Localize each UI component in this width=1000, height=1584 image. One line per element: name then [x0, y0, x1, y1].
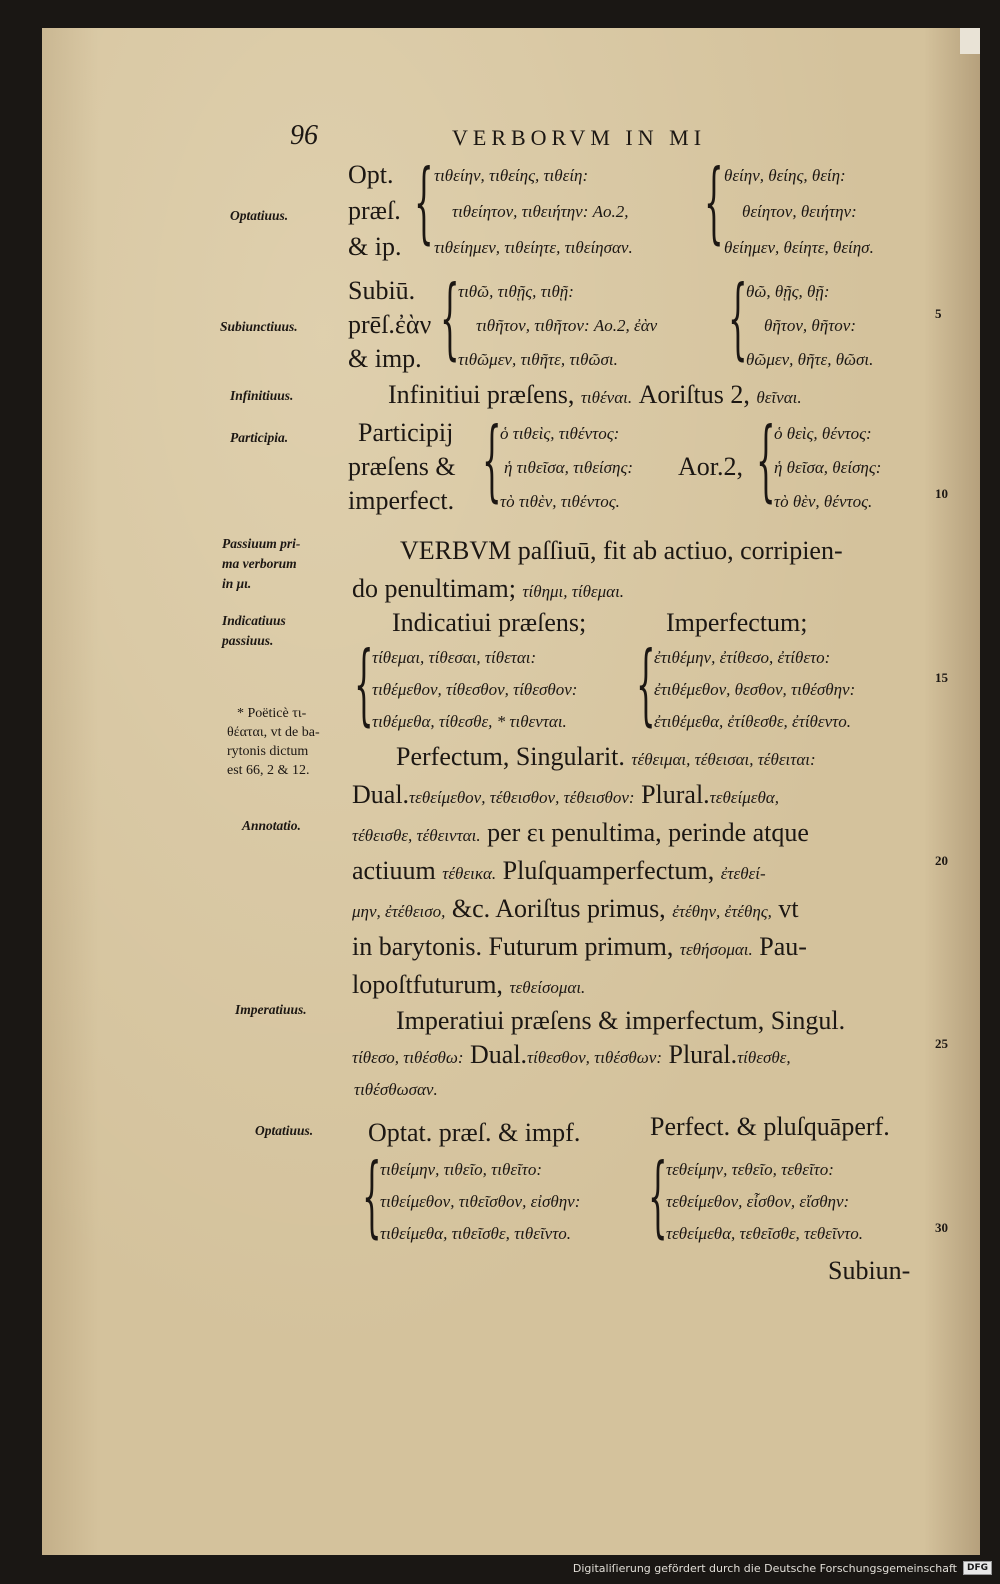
margin-subiunctiuus: Subiunctiuus.	[220, 319, 298, 334]
passive-greek: τίθημι, τίθεμαι.	[522, 582, 625, 601]
ind-imperfect-3: ἐτιθέμεθα, ἐτίθεσθε, ἐτίθεντο.	[654, 712, 851, 731]
part-greek-3: τὸ τιθὲν, τιθέντος.	[500, 492, 620, 511]
subj-greek-2: τιθῆτον, τιθῆτον: Ao.2, ἐὰν	[476, 316, 658, 335]
perfect-text-5b: vt	[778, 894, 799, 923]
line-number: 5	[935, 306, 942, 321]
infinitive-text	[388, 380, 802, 410]
line-number: 15	[935, 670, 948, 685]
line-number: 10	[935, 486, 948, 501]
margin-note-4: est 66, 2 & 12.	[227, 763, 310, 778]
margin-note-3: rytonis dictum	[227, 744, 309, 759]
margin-passiuum-3: in μι.	[222, 576, 252, 591]
opt-aor-3: θείημεν, θείητε, θείησ.	[724, 238, 874, 257]
opt-pass-left-1: τιθείμην, τιθεῖο, τιθεῖτο:	[380, 1160, 542, 1179]
margin-note-1: * Poëticè τι-	[237, 706, 307, 721]
margin-annotatio: Annotatio.	[242, 818, 301, 833]
ind-present-2: τιθέμεθον, τίθεσθον, τίθεσθον:	[372, 680, 578, 699]
calibration-strip	[960, 28, 980, 54]
opt-pass-left-3: τιθείμεθα, τιθεῖσθε, τιθεῖντο.	[380, 1224, 572, 1243]
imperative-line-1: Imperatiui præſens & imperfectum, Singul.	[396, 1006, 846, 1035]
perfect-line-2	[352, 780, 779, 810]
opt-greek-3: τιθείημεν, τιθείητε, τιθείησαν.	[434, 238, 633, 257]
line-number: 20	[935, 853, 948, 868]
part-aor-1: ὁ θεὶς, θέντος:	[774, 424, 872, 443]
perfect-greek-5: τέθεικα.	[442, 864, 497, 883]
ind-imperfect-label: Imperfectum;	[666, 608, 808, 637]
perfect-line-3	[352, 818, 809, 848]
ind-present-1: τίθεμαι, τίθεσαι, τίθεται:	[372, 648, 537, 667]
opt-aor-2: θείητον, θειήτην:	[742, 202, 857, 221]
infinitive-greek-1: τιθέναι.	[580, 388, 633, 407]
brace: {	[728, 266, 748, 369]
perfect-line-4	[352, 856, 766, 886]
opt-label-2: præſ.	[348, 196, 401, 225]
passive-line-1: VERBVM paſſiuū, fit ab actiuo, corripien-	[400, 536, 843, 565]
perfect-text-5a: &c. Aoriſtus primus,	[451, 894, 666, 923]
dfg-logo: DFG	[963, 1561, 992, 1575]
margin-optatiuus-2: Optatiuus.	[255, 1123, 314, 1138]
perfect-label: Perfectum, Singularit.	[396, 742, 625, 771]
passive-line-2-text: do penultimam;	[352, 574, 516, 603]
brace: {	[354, 632, 374, 735]
margin-optatiuus: Optatiuus.	[230, 208, 289, 223]
brace: {	[636, 632, 656, 735]
perfect-line-6	[352, 932, 807, 962]
catchword: Subiun-	[828, 1256, 911, 1285]
imperative-line-2	[352, 1040, 791, 1070]
perfect-line-1	[396, 742, 816, 772]
opt-aor-1: θείην, θείης, θείη:	[724, 166, 846, 185]
perfect-greek-10: τεθείσομαι.	[509, 978, 586, 997]
opt-pass-right-3: τεθείμεθα, τεθεῖσθε, τεθεῖντο.	[666, 1224, 863, 1243]
imperative-greek-2: τίθεσθον, τιθέσθων:	[527, 1048, 662, 1067]
part-greek-1: ὁ τιθεὶς, τιθέντος:	[500, 424, 620, 443]
perfect-greek-1: τέθειμαι, τέθεισαι, τέθειται:	[631, 750, 816, 769]
brace: {	[648, 1144, 668, 1247]
perfect-greek-6: ἐτεθεί-	[720, 864, 766, 883]
perfect-greek-7: μην, ἐτέθεισο,	[352, 902, 446, 921]
imperative-greek-1: τίθεσο, τιθέσθω:	[352, 1048, 464, 1067]
part-aor-label: Aor.2,	[678, 452, 743, 481]
imperative-dual-label: Dual.	[470, 1040, 528, 1069]
margin-note-2: θέαται, vt de ba-	[227, 725, 320, 740]
line-number: 25	[935, 1036, 948, 1051]
opt-greek-2: τιθείητον, τιθειήτην: Ao.2,	[452, 202, 629, 221]
opt-pass-label-right: Perfect. & pluſquāperf.	[650, 1112, 890, 1141]
margin-imperatiuus: Imperatiuus.	[235, 1002, 307, 1017]
infinitive-aor: Aoriſtus 2,	[638, 380, 750, 409]
perfect-text-7: lopoſtfuturum,	[352, 970, 503, 999]
perfect-text-4a: actiuum	[352, 856, 436, 885]
margin-participia: Participia.	[230, 430, 289, 445]
margin-indicatiuus-2: passiuus.	[222, 633, 274, 648]
subj-label-3: & imp.	[348, 344, 422, 373]
brace: {	[482, 408, 502, 511]
ind-imperfect-1: ἐτιθέμην, ἐτίθεσο, ἐτίθετο:	[654, 648, 831, 667]
ind-present-3: τιθέμεθα, τίθεσθε, * τιθενται.	[372, 712, 567, 731]
brace: {	[756, 408, 776, 511]
imperative-greek-4: τιθέσθωσαν.	[354, 1080, 438, 1099]
brace: {	[414, 150, 434, 253]
opt-label-1: Opt.	[348, 160, 394, 189]
page-number: 96	[290, 120, 318, 151]
perfect-greek-3: τεθείμεθα,	[709, 788, 779, 807]
perfect-line-7	[352, 970, 585, 1000]
brace: {	[362, 1144, 382, 1247]
opt-pass-right-1: τεθείμην, τεθεῖο, τεθεῖτο:	[666, 1160, 834, 1179]
perfect-text-6a: in barytonis. Futurum primum,	[352, 932, 674, 961]
ind-present-label: Indicatiui præſens;	[392, 608, 587, 637]
perfect-line-5	[352, 894, 799, 924]
perfect-text-3: per ει penultima, perinde atque	[487, 818, 809, 847]
opt-pass-right-2: τεθείμεθον, εἶσθον, εἴσθην:	[666, 1192, 850, 1211]
perfect-text-4b: Pluſquamperfectum,	[502, 856, 715, 885]
brace: {	[704, 150, 724, 253]
part-greek-2: ἡ τιθεῖσα, τιθείσης:	[504, 458, 634, 477]
part-aor-2: ἡ θεῖσα, θείσης:	[774, 458, 882, 477]
subj-aor-1: θῶ, θῇς, θῇ:	[746, 282, 830, 301]
subj-greek-3: τιθῶμεν, τιθῆτε, τιθῶσι.	[458, 350, 618, 369]
margin-infinitiuus: Infinitiuus.	[230, 388, 294, 403]
passive-line-2	[352, 574, 624, 604]
ind-imperfect-2: ἐτιθέμεθον, θεσθον, τιθέσθην:	[654, 680, 856, 699]
brace: {	[440, 266, 460, 369]
perfect-plural-label: Plural.	[641, 780, 710, 809]
part-label-2: præſens &	[348, 452, 456, 481]
subj-label-1: Subiū.	[348, 276, 416, 305]
opt-greek-1: τιθείην, τιθείης, τιθείη:	[434, 166, 589, 185]
infinitive-label: Infinitiui præſens,	[388, 380, 575, 409]
part-aor-3: τὸ θὲν, θέντος.	[774, 492, 873, 511]
book-page	[42, 28, 980, 1555]
opt-pass-label-left: Optat. præſ. & impf.	[368, 1118, 581, 1147]
digitization-footer	[573, 1556, 992, 1580]
opt-pass-left-2: τιθείμεθον, τιθεῖσθον, εἰσθην:	[380, 1192, 581, 1211]
part-label-1: Participij	[358, 418, 454, 447]
subj-greek-1: τιθῶ, τιθῇς, τιθῇ:	[458, 282, 574, 301]
subj-label-2: prēſ.ἐὰν	[348, 310, 432, 339]
perfect-greek-4: τέθεισθε, τέθεινται.	[352, 826, 481, 845]
perfect-greek-2: τεθείμεθον, τέθεισθον, τέθεισθον:	[409, 788, 635, 807]
line-number: 30	[935, 1220, 948, 1235]
opt-label-3: & ip.	[348, 232, 402, 261]
perfect-text-6b: Pau-	[759, 932, 807, 961]
subj-aor-3: θῶμεν, θῆτε, θῶσι.	[746, 350, 874, 369]
running-head: VERBORVM IN MI	[452, 125, 707, 150]
footer-text: Digitaliſierung gefördert durch die Deutsche Forschungsgemeinschaft	[572, 1561, 957, 1575]
perfect-dual-label: Dual.	[352, 780, 410, 809]
imperative-plural-label: Plural.	[668, 1040, 738, 1069]
perfect-greek-8: ἐτέθην, ἐτέθης,	[672, 902, 772, 921]
imperative-greek-3: τίθεσθε,	[737, 1048, 791, 1067]
margin-indicatiuus-1: Indicatiuus	[222, 613, 286, 628]
infinitive-greek-2: θεῖναι.	[756, 388, 802, 407]
part-label-3: imperfect.	[348, 486, 455, 515]
subj-aor-2: θῆτον, θῆτον:	[764, 316, 856, 335]
margin-passiuum-1: Passiuum pri-	[222, 536, 301, 551]
margin-passiuum-2: ma verborum	[222, 556, 297, 571]
perfect-greek-9: τεθήσομαι.	[679, 940, 753, 959]
